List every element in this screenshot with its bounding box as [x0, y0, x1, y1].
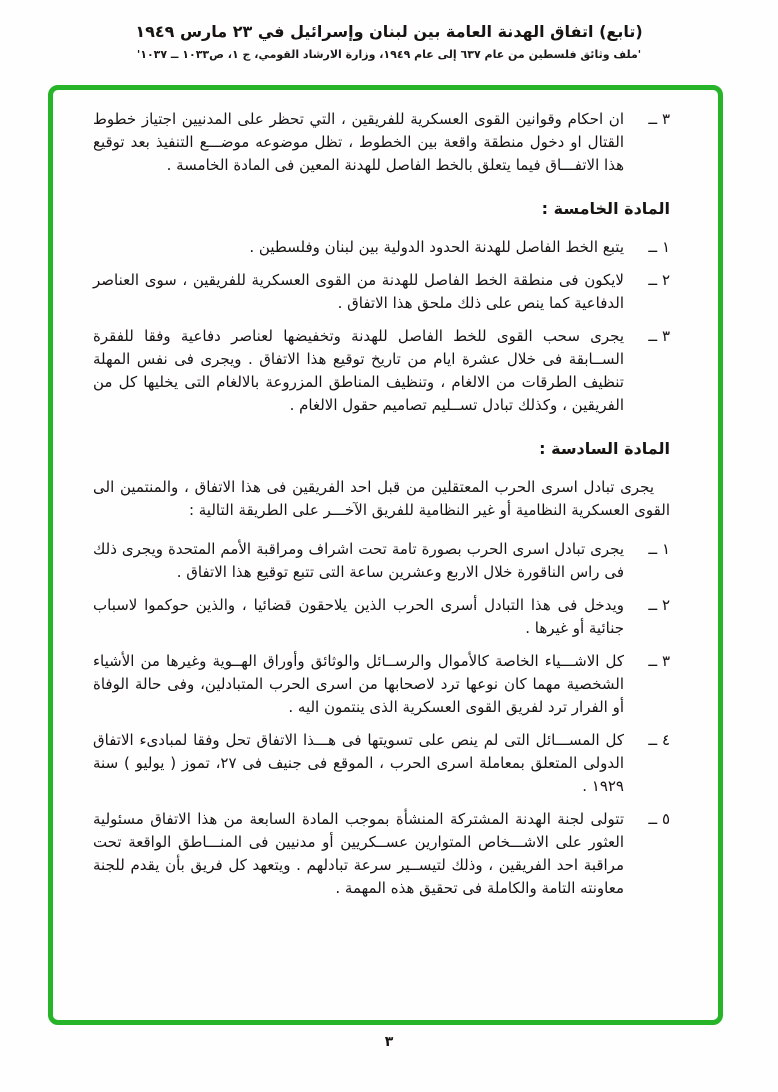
document-header — [0, 0, 778, 61]
clause-text: تتولى لجنة الهدنة المشتركة المنشأة بموجب المادة السابعة من هذا الاتفاق مسئولية العثور على الاشـــخاص المتوارين عســكريين أو مدنيين فى المنـــاطق الواقعة تحت مراقبة احد الفريقين ، وذلك لتيســير سرعة تبادلهم . ويتعهد كل فريق بأن يقدم للجنة معاونته التامة والكاملة فى تحقيق هذه المهمة . — [93, 810, 624, 897]
clause-text: كل الاشـــياء الخاصة كالأموال والرســائل والوثائق وأوراق الهــوية وغيرها من الأشياء الشخصية مهما كان نوعها ترد لاصحابها من اسرى الحرب المتبادلين، وفى حالة الوفاة أو الفرار ترد لفريق القوى العسكرية الذى ينتمون اليه . — [93, 652, 624, 716]
clause-number: ٣ ــ — [648, 652, 670, 670]
clause-text: يجرى سحب القوى للخط الفاصل للهدنة وتخفيضها لعناصر دفاعية وفقا للفقرة الســابقة فى خلال عشرة ايام من تاريخ توقيع هذا الاتفاق . ويجرى فى نفس المهلة تنظيف الطرقات من الالغام ، وتنظيف المناطق المزروعة بالالغام التى يخليها كل من الفريقين ، وكذلك تبادل تســليم تصاميم حقول الالغام . — [93, 327, 624, 414]
clause-number: ٣ ــ — [648, 110, 670, 128]
article-5-heading: المادة الخامسة : — [541, 199, 670, 218]
article-6-clause-2 — [93, 594, 670, 640]
highlight-border-box — [48, 85, 723, 1025]
clause-text: ان احكام وقوانين القوى العسكرية للفريقين ، التي تحظر على المدنيين اجتياز خطوط القتال او دخول منطقة واقعة بين الخطوط ، تظل موضوعه موضـــع التنفيذ بعد توقيع هذا الاتفـــاق فيما يتعلق بالخط الفاصل للهدنة المعين فى المادة الخامسة . — [93, 110, 624, 174]
article-6-clause-3 — [93, 650, 670, 719]
source-citation: 'ملف وثائق فلسطين من عام ٦٣٧ إلى عام ١٩٤٩، وزارة الارشاد القومي، ج ١، ص١٠٣٣ ــ ١٠٣٧' — [136, 48, 642, 61]
clause-text: ويدخل فى هذا التبادل أسرى الحرب الذين يلاحقون قضائيا ، والذين حوكموا لاسباب جنائية أو غيرها . — [93, 596, 624, 637]
clause-number: ٤ ــ — [648, 731, 670, 749]
clause-number: ٥ ــ — [648, 810, 670, 828]
page-title: (تابع) اتفاق الهدنة العامة بين لبنان وإسرائيل في ٢٣ مارس ١٩٤٩ — [135, 22, 643, 41]
article-5-clause-1 — [93, 236, 670, 259]
clause-text: لايكون فى منطقة الخط الفاصل للهدنة من القوى العسكرية للفريقين ، سوى العناصر الدفاعية كما ينص على ذلك ملحق هذا الاتفاق . — [93, 271, 624, 312]
clause-number: ٢ ــ — [648, 596, 670, 614]
article-6-intro: يجرى تبادل اسرى الحرب المعتقلين من قبل احد الفريقين فى هذا الاتفاق ، والمنتمين الى القوى العسكرية النظامية أو غير النظامية للفريق الآخـــر على الطريقة التالية : — [93, 478, 670, 519]
article-6-clause-4 — [93, 729, 670, 798]
clause-number: ٣ ــ — [648, 327, 670, 345]
clause-number: ١ ــ — [648, 238, 670, 256]
article-5-clause-3 — [93, 325, 670, 417]
clause-text: كل المســـائل التى لم ينص على تسويتها فى هـــذا الاتفاق تحل وفقا لمبادىء الاتفاق الدولى المتعلق بمعاملة اسرى الحرب ، الموقع فى جنيف فى ٢٧، تموز ( يوليو ) سنة ١٩٢٩ . — [93, 731, 624, 795]
clause-text: يتبع الخط الفاصل للهدنة الحدود الدولية بين لبنان وفلسطين . — [249, 238, 624, 256]
page-number: ٣ — [384, 1034, 394, 1050]
preamble-clause-3 — [93, 108, 670, 177]
article-5-clause-2 — [93, 269, 670, 315]
clause-number: ١ ــ — [648, 540, 670, 558]
article-6-clause-1 — [93, 538, 670, 584]
clause-text: يجرى تبادل اسرى الحرب بصورة تامة تحت اشراف ومراقبة الأمم المتحدة ويجرى ذلك فى راس الناقورة خلال الاربع وعشرين ساعة التى تتبع توقيع هذا الاتفاق . — [93, 540, 624, 581]
clause-number: ٢ ــ — [648, 271, 670, 289]
article-6-clause-5 — [93, 808, 670, 900]
article-6-heading: المادة السادسة : — [539, 439, 670, 458]
